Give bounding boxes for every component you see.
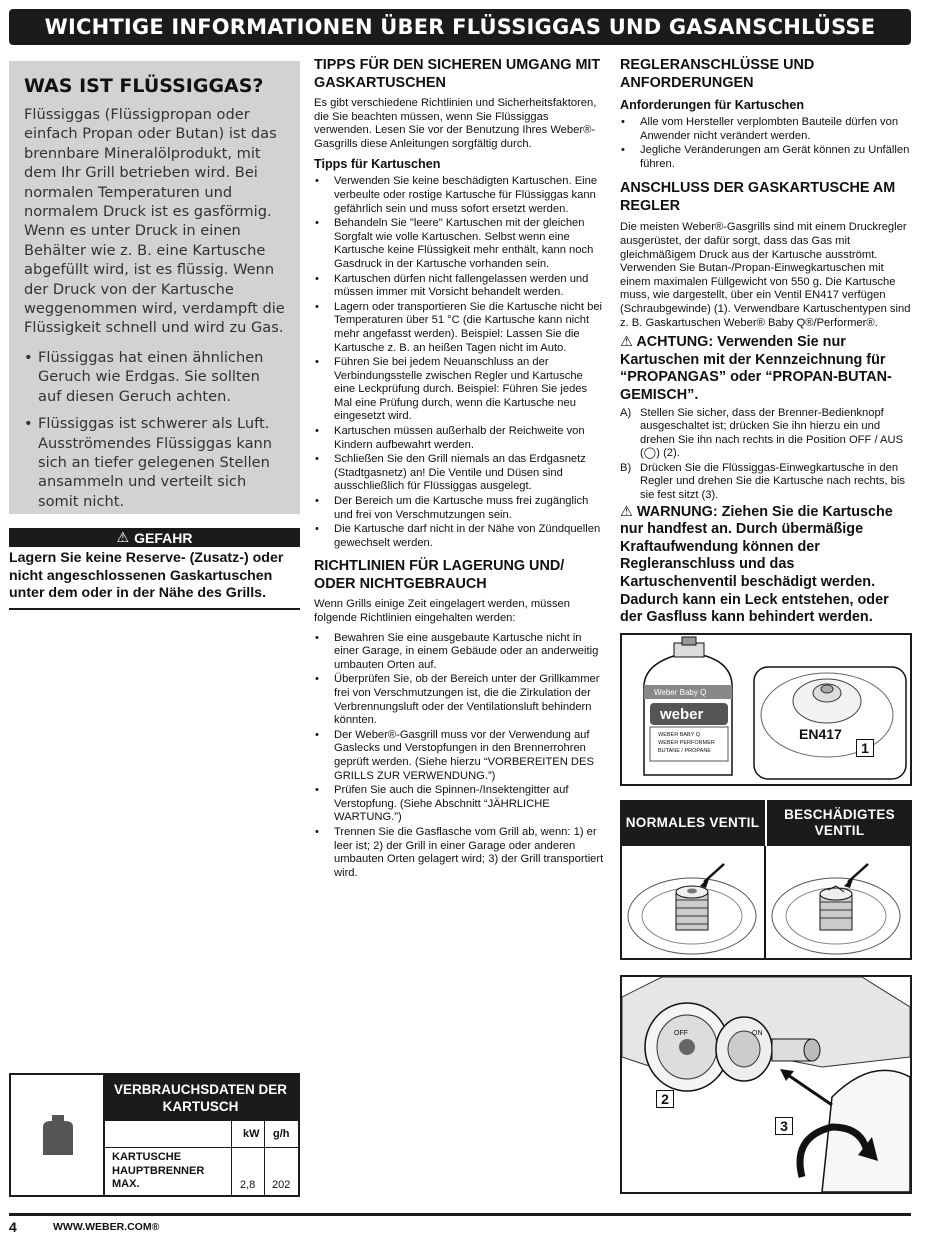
list-item: • Kartuschen müssen außerhalb der Reichweite von Kindern aufbewahrt werden. (314, 425, 606, 452)
callout-3: 3 (775, 1117, 793, 1135)
storage-intro: Wenn Grills einige Zeit eingelagert werden, müssen folgende Richtlinien eingehalten werden: (314, 598, 570, 624)
regulator-title: REGLERANSCHLÜSSE UND ANFORDERUNGEN (620, 57, 815, 91)
warning-text (620, 504, 912, 627)
regulator-connection-figure (620, 975, 912, 1194)
list-item: • Die Kartusche darf nicht in der Nähe von Zündquellen gewechselt werden. (314, 523, 606, 550)
danger-header (9, 528, 300, 547)
can-label-line: WEBER PERFORMER (658, 740, 715, 746)
column-left (9, 61, 300, 610)
list-item (620, 407, 912, 461)
normal-valve-label: NORMALES VENTIL (620, 800, 767, 846)
list-item: • Alle vom Hersteller verplombten Bauteile dürfen von Anwender nicht verändert werden. (620, 116, 912, 143)
gh-value: 202 (272, 1179, 291, 1191)
can-label-line: WEBER BABY Q (658, 732, 701, 738)
warning-triangle-icon: ⚠ (620, 334, 633, 351)
on-marking: ON (752, 1030, 763, 1037)
list-item: • Führen Sie bei jedem Neuanschluss an der Verbindungsstelle zwischen Regler und Kartusche eine Leckprüfung durch. Beispiel: Führen Sie jedes Mal eine Prüfung durch, wenn die Kartusche neu eingesetzt wird. (314, 356, 606, 424)
requirements-list (620, 116, 912, 171)
can-band-text: Weber Baby Q (654, 688, 707, 697)
list-item: • Der Bereich um die Kartusche muss frei zugänglich und frei von Verschmutzungen sein. (314, 495, 606, 522)
caution-text (620, 334, 912, 404)
list-item: • Lagern oder transportieren Sie die Kartusche nicht bei Temperaturen über 51 °C (die Kartusche kann nicht mehr angefasst werden). Beispiel: Lassen Sie die Kartusche z. B. an heißen Tagen nicht im Auto. (314, 301, 606, 355)
callout-2: 2 (656, 1090, 674, 1108)
callout-1: 1 (856, 739, 874, 757)
list-item: • Kartuschen dürfen nicht fallengelassen werden und müssen immer mit Vorsicht behandelt werden. (314, 273, 606, 300)
list-item: • Flüssiggas ist schwerer als Luft. Ausströmendes Flüssiggas kann sich an tiefer gelegenen Stellen ansammeln und verteilt sich somit nicht. (24, 414, 286, 511)
connect-title: ANSCHLUSS DER GASKARTUSCHE AM REGLER (620, 180, 896, 214)
row-label: KARTUSCHE HAUPTBRENNER MAX. (112, 1151, 205, 1190)
list-item: • Trennen Sie die Gasflasche vom Grill ab, wenn: 1) er leer ist; 2) der Grill in einer Garage oder anderen umbauten Orten gelagert wird; 3) der Grill transportiert wird. (314, 826, 606, 880)
storage-title: RICHTLINIEN FÜR LAGERUNG UND/ ODER NICHTGEBRAUCH (314, 558, 565, 592)
consumption-table (9, 1073, 300, 1197)
damaged-valve-drawing (772, 864, 900, 954)
list-item: • Der Weber®-Gasgrill muss vor der Verwendung auf Gaslecks und Verstopfungen in den Brennerrohren geprüft werden. (Siehe hierzu “VORBEREITEN DES GRILLS ZUR VERWENDUNG.”) (314, 729, 606, 783)
warning-triangle-icon: ⚠ (620, 503, 633, 520)
list-item: • Bewahren Sie eine ausgebaute Kartusche nicht in einer Garage, in einem Gebäude oder an anderweitig umbauten Orten auf. (314, 632, 606, 673)
col-gh-header: g/h (273, 1128, 290, 1140)
list-item: • Jegliche Veränderungen am Gerät können zu Unfällen führen. (620, 144, 912, 171)
warning-label: WARNUNG: Ziehen Sie die Kartusche nur handfest an. Durch übermäßige Kraftaufwendung können der Regleranschluss und das Kartuschenventil beschädigt werden. Dadurch kann ein Leck entstehen, oder der Gasfluss kann behindert werden. (620, 503, 893, 626)
step-text: Stellen Sie sicher, dass der Brenner-Bedienknopf ausgeschaltet ist; drücken Sie ihn hierzu ein und drehen Sie ihn nach rechts in die Position OFF / AUS (◯) (2). (640, 406, 904, 460)
list-item (620, 462, 912, 503)
warning-triangle-icon: ⚠ (116, 529, 130, 546)
cartridge-illustration (622, 635, 910, 784)
cartridge-figure (620, 633, 912, 786)
footer-url[interactable]: WWW.WEBER.COM® (53, 1221, 160, 1233)
gas-cartridge-icon (11, 1075, 103, 1195)
list-item: • Flüssiggas hat einen ähnlichen Geruch wie Erdgas. Sie sollten auf diesen Geruch achten. (24, 348, 286, 406)
danger-text: Lagern Sie keine Reserve- (Zusatz-) oder nicht angeschlossenen Gaskartuschen unter dem oder in der Nähe des Grills. (9, 547, 300, 610)
column-right (620, 57, 912, 627)
lpg-bullets (24, 348, 286, 511)
list-item: • Prüfen Sie auch die Spinnen-/Insektengitter auf Verstopfung. (Siehe Abschnitt “JÄHRLICHE WARTUNG.”) (314, 784, 606, 825)
lpg-title: WAS IST FLÜSSIGGAS? (24, 75, 264, 97)
consumption-grid (103, 1121, 298, 1195)
list-item: • Behandeln Sie "leere" Kartuschen mit der gleichen Sorgfalt wie volle Kartuschen. Selbst wenn eine Kartusche keine Flüssigkeit mehr enthält, kann noch Gasdruck in der Kartusche vorhanden sein. (314, 217, 606, 271)
valve-comparison-illustration (622, 846, 910, 958)
normal-valve-drawing (628, 864, 756, 954)
step-letter: B) (620, 461, 632, 474)
list-item: • Überprüfen Sie, ob der Bereich unter der Grillkammer frei von Verschmutzungen ist, die die Zirkulation der Verbrennungsluft oder der Ventilationsluft behindern könnten. (314, 673, 606, 727)
lpg-info-box (9, 61, 300, 514)
connect-text: Die meisten Weber®-Gasgrills sind mit einem Druckregler ausgerüstet, der dafür sorgt, dass das Gas mit gleichmäßigem Druck aus der Kartusche ausströmt. Verwenden Sie Butan-/Propan-Einwegkartuschen mit einem maximalen Füllgewicht von 550 g. Die Kartusche muss, wie dargestellt, über ein Ventil EN417 verfügen (Schraubgewinde) (1). Verwendbare Kartuschentypen sind z. B. Gaskartuschen Weber® Baby Q®/Performer®. (620, 221, 911, 329)
brand-logo: weber (660, 706, 704, 723)
can-label-line: BUTANE / PROPANE (658, 748, 711, 754)
lpg-intro: Flüssiggas (Flüssigpropan oder einfach Propan oder Butan) ist das brennbare Mineralölprodukt, mit dem Ihr Grill betrieben wird. Bei normalen Temperaturen und normalem Druck ist es gasförmig. Wenn es unter Druck in einen Behälter wie z. B. eine Kartusche abgefüllt wird, ist es flüssig. Wenn der Druck von der Kartusche weggenommen wird, verdampft die Flüssigkeit schnell und wird zu Gas. (24, 106, 285, 337)
column-middle (314, 57, 606, 881)
damaged-valve-label: BESCHÄDIGTES VENTIL (784, 807, 895, 838)
kw-value: 2,8 (240, 1179, 256, 1191)
step-text: Drücken Sie die Flüssiggas-Einwegkartusche in den Regler und drehen Sie die Kartusche nach rechts, bis sie fest sitzt (3). (640, 461, 905, 502)
list-item: • Verwenden Sie keine beschädigten Kartuschen. Eine verbeulte oder rostige Kartusche für Flüssiggas kann gefährlich sein und muss sofort ersetzt werden. (314, 175, 606, 216)
valve-comparison-header (620, 800, 912, 846)
col-kw-header: kW (243, 1128, 260, 1140)
valve-comparison-figure (620, 846, 912, 960)
tips-list (314, 175, 606, 550)
tips-subtitle: Tipps für Kartuschen (314, 157, 441, 172)
page-number: 4 (9, 1219, 17, 1235)
danger-label: GEFAHR (134, 529, 193, 546)
list-item: • Schließen Sie den Grill niemals an das Erdgasnetz (Stadtgasnetz) an! Die Ventile und Düsen sind ausschließlich für Flüssiggas ausgelegt. (314, 453, 606, 494)
consumption-title: VERBRAUCHSDATEN DER KARTUSCH (103, 1075, 298, 1121)
step-letter: A) (620, 406, 632, 419)
en417-label: EN417 (799, 726, 842, 742)
steps-list (620, 407, 912, 503)
regulator-illustration (622, 977, 910, 1192)
storage-list (314, 632, 606, 881)
safety-intro: Es gibt verschiedene Richtlinien und Sicherheitsfaktoren, die Sie beachten müssen, wenn Sie Flüssiggas verwenden. Lesen Sie vor der Benutzung Ihres Weber®-Gasgrills diese Anleitungen sorgfältig durch. (314, 97, 597, 150)
requirements-subtitle: Anforderungen für Kartuschen (620, 98, 805, 112)
caution-label: ACHTUNG: Verwenden Sie nur Kartuschen mit der Kennzeichnung für “PROPANGAS” oder “PROPAN-BUTAN-GEMISCH”. (620, 334, 892, 403)
safety-title: TIPPS FÜR DEN SICHEREN UMGANG MIT GASKARTUSCHEN (314, 57, 601, 91)
page-title: WICHTIGE INFORMATIONEN ÜBER FLÜSSIGGAS UND GASANSCHLÜSSE (9, 9, 911, 45)
off-marking: OFF (674, 1030, 688, 1037)
footer-divider (9, 1213, 911, 1216)
